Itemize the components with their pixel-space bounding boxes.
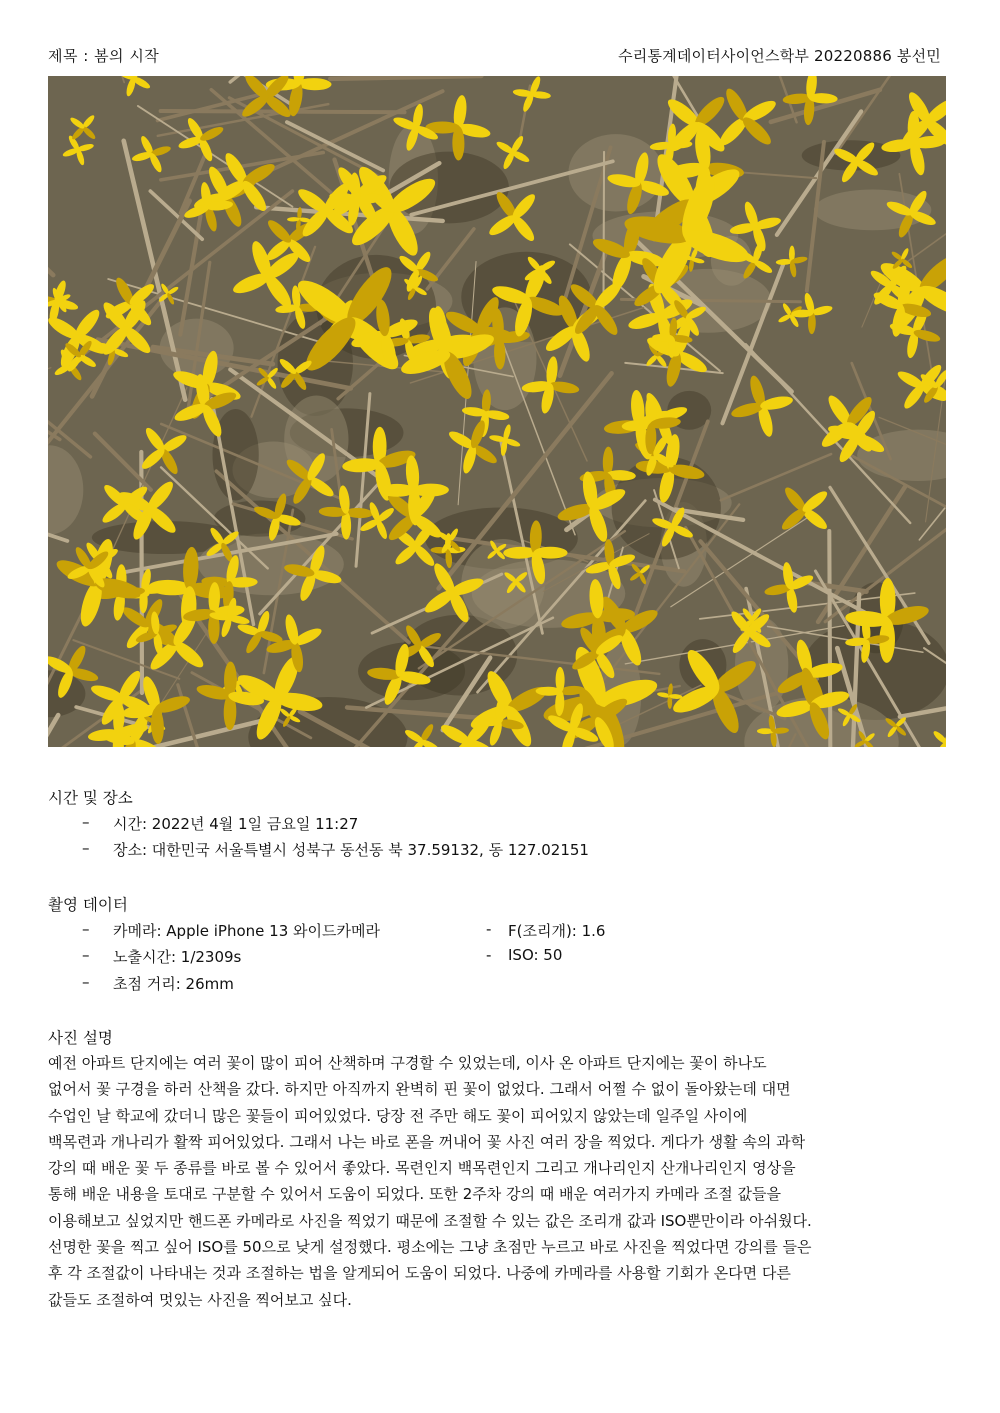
description-line: 예전 아파트 단지에는 여러 꽃이 많이 피어 산책하며 구경할 수 있었는데, 이사 온 아파트 단지에는 꽃이 하나도: [48, 1054, 767, 1072]
shooting-data-heading: 촬영 데이터: [48, 896, 128, 914]
description-line: 강의 때 배운 꽃 두 종류를 바로 볼 수 있어서 좋았다. 목련인지 백목련인지 그리고 개나리인지 산개나리인지 영상을: [48, 1159, 796, 1178]
branch: [829, 531, 830, 747]
exposure-item: 노출시간: 1/2309s: [113, 948, 242, 966]
description-line: 통해 배운 내용을 토대로 구분할 수 있어서 도움이 되었다. 또한 2주차 강의 때 배운 여러가지 카메라 조절 값들을: [48, 1185, 781, 1204]
place-item: 장소: 대한민국 서울특별시 성북구 동선동 북 37.59132, 동 127.02151: [113, 841, 589, 859]
description-line: 이용해보고 싶었지만 핸드폰 카메라로 사진을 찍었기 때문에 조절할 수 있는 값은 조리개 값과 ISO뿐만이라 아쉬웠다.: [48, 1211, 812, 1230]
iso-item: ISO: 50: [508, 946, 563, 964]
description-line: 값들도 조절하여 멋있는 사진을 찍어보고 싶다.: [48, 1290, 352, 1309]
photo-description: [48, 1050, 953, 1313]
focal-length-item: 초점 거리: 26mm: [113, 975, 234, 993]
bullet-dash: –: [82, 839, 90, 857]
camera-item: 카메라: Apple iPhone 13 와이드카메라: [113, 922, 380, 940]
hyphen-mark: -: [486, 920, 492, 938]
time-item: 시간: 2022년 4월 1일 금요일 11:27: [113, 815, 359, 833]
forsythia-photo: [48, 76, 946, 747]
petal: [908, 111, 920, 145]
aperture-item: F(조리개): 1.6: [508, 922, 606, 940]
author-info: 수리통계데이터사이언스학부 20220886 봉선민: [618, 47, 941, 65]
bullet-dash: –: [82, 920, 90, 938]
bullet-dash: –: [82, 973, 90, 991]
description-line: 선명한 꽃을 찍고 싶어 ISO를 50으로 낮게 설정했다. 평소에는 그냥 초점만 누르고 바로 사진을 찍었다면 강의를 들은: [48, 1238, 812, 1257]
photo-description-heading: 사진 설명: [48, 1029, 113, 1047]
branch: [603, 152, 604, 310]
description-line: 후 각 조절값이 나타내는 것과 조절하는 법을 알게되어 도움이 되었다. 나중에 카메라를 사용할 기회가 온다면 다른: [48, 1264, 791, 1283]
bullet-dash: –: [82, 946, 90, 964]
document-title: 제목 : 봄의 시작: [48, 47, 160, 65]
hyphen-mark: -: [486, 946, 492, 964]
forsythia-illustration: [48, 76, 946, 747]
page-header: [48, 45, 941, 67]
description-line: 수업인 날 학교에 갔더니 많은 꽃들이 피어있었다. 당장 전 주만 해도 꽃이 피어있지 않았는데 일주일 사이에: [48, 1106, 748, 1125]
description-line: 없어서 꽃 구경을 하러 산책을 갔다. 하지만 아직까지 완벽히 핀 꽃이 없었다. 그래서 어쩔 수 없이 돌아왔는데 대면: [48, 1080, 791, 1099]
branch: [330, 76, 481, 79]
shadow-patch: [568, 134, 663, 211]
time-place-heading: 시간 및 장소: [48, 789, 133, 807]
description-line: 백목련과 개나리가 활짝 피어있었다. 그래서 나는 바로 폰을 꺼내어 꽃 사진 여러 장을 찍었다. 게다가 생활 속의 과학: [48, 1132, 806, 1151]
bullet-dash: –: [82, 813, 90, 831]
